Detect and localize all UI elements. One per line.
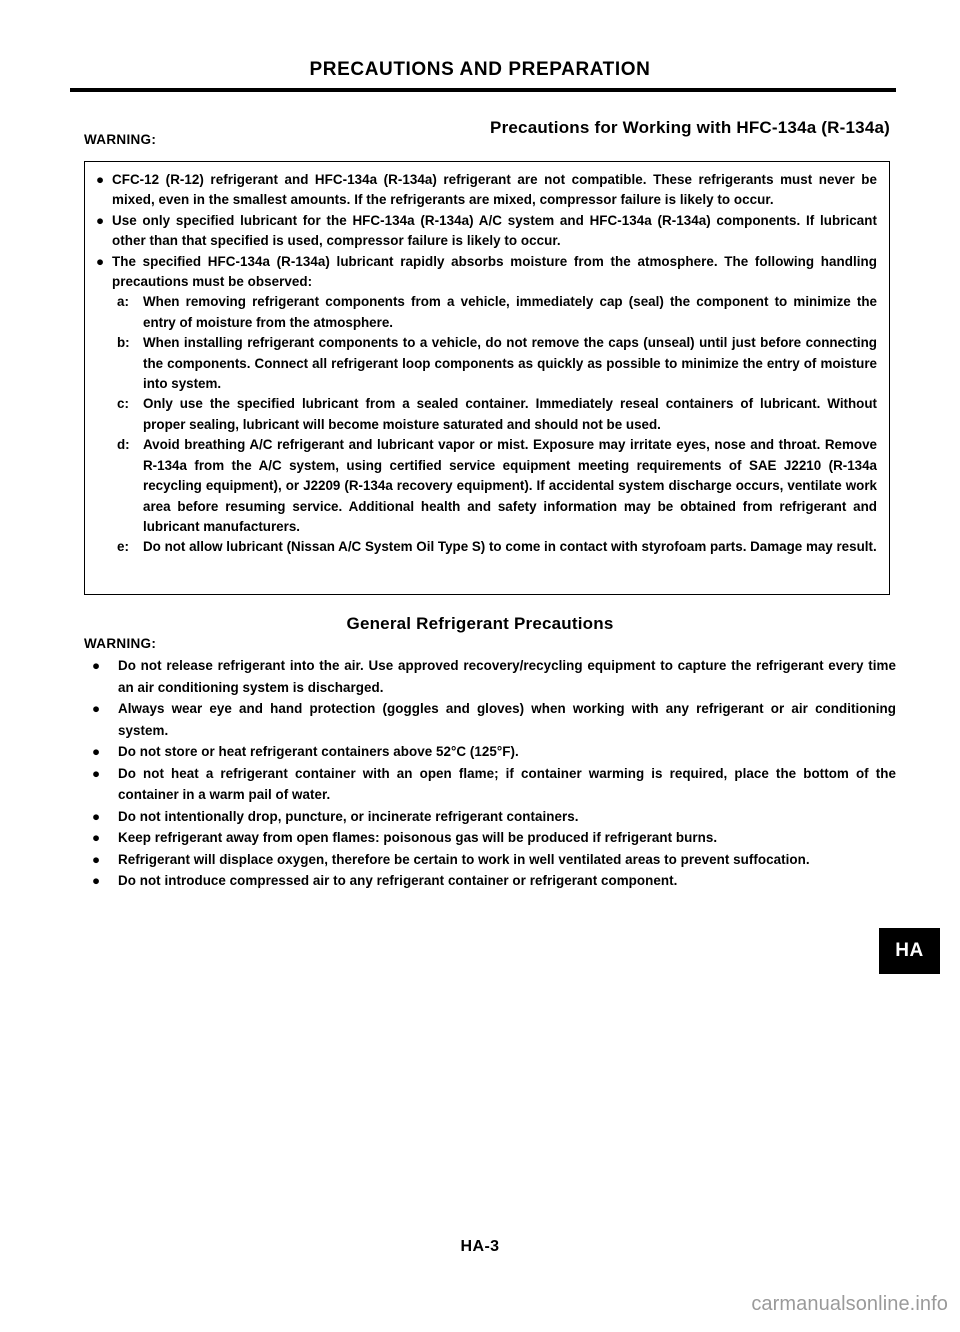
- list-item: [84, 849, 896, 871]
- page-title: PRECAUTIONS AND PREPARATION: [309, 59, 651, 80]
- list-item-text: Refrigerant will displace oxygen, therefore be certain to work in well ventilated areas to prevent suffocation.: [118, 851, 810, 867]
- bullet-icon: ●: [96, 212, 105, 228]
- bullet-icon: ●: [92, 658, 101, 673]
- bullet-icon: ●: [96, 253, 105, 269]
- list-item-text: Keep refrigerant away from open flames: poisonous gas will be produced if refrigerant burns.: [118, 830, 718, 845]
- list-item-text: Use only specified lubricant for the HFC-134a (R-134a) A/C system and HFC-134a (R-134a) components. If lubricant other than that specified is used, compressor failure is likely to occur.: [112, 212, 877, 249]
- list-item-text: Do not intentionally drop, puncture, or incinerate refrigerant containers.: [118, 808, 579, 824]
- list-item: [95, 252, 877, 293]
- bullet-icon: ●: [96, 172, 105, 187]
- sub-list-marker: b:: [117, 335, 130, 351]
- sub-list-item: [117, 333, 877, 394]
- list-item-text: CFC-12 (R-12) refrigerant and HFC-134a (R-134a) refrigerant are not compatible. These refrigerants must never be mixed, even in the smallest amounts. If the refrigerants are mixed, compressor failure is likely to occur.: [112, 172, 877, 208]
- section-tab-ha: [879, 928, 940, 974]
- general-precautions-list: [84, 655, 896, 892]
- warning-box: [84, 161, 890, 595]
- list-item-text: Always wear eye and hand protection (goggles and gloves) when working with any refrigerant or air conditioning system.: [118, 701, 896, 738]
- watermark: carmanualsonline.info: [751, 1293, 948, 1315]
- list-item: [84, 806, 896, 828]
- sub-list-item: [117, 435, 877, 537]
- bullet-icon: ●: [92, 830, 101, 845]
- warning-bullet-list: [95, 170, 877, 292]
- sub-list-marker: d:: [117, 437, 130, 453]
- sub-list-marker: a:: [117, 294, 129, 310]
- sub-list-item-text: Avoid breathing A/C refrigerant and lubricant vapor or mist. Exposure may irritate eyes, nose and throat. Remove R-134a from the A/C system, using certified service equipment meeting requirements of SAE J2210 (R-134a recycling equipment), or J2209 (R-134a recovery equipment). If accidental system discharge occurs, ventilate work area before resuming service. Additional health and safety information may be obtained from refrigerant and lubricant manufacturers.: [143, 437, 877, 534]
- list-item: [95, 170, 877, 211]
- section-tab-label: HA: [895, 940, 924, 961]
- bullet-icon: ●: [92, 765, 101, 781]
- sub-list-item-text: Do not allow lubricant (Nissan A/C System Oil Type S) to come in contact with styrofoam parts. Damage may result.: [143, 539, 877, 555]
- warning-sub-list: [95, 292, 877, 557]
- warning-label-section1: WARNING:: [84, 132, 157, 147]
- page-header: [0, 58, 960, 82]
- sub-list-item: [117, 537, 877, 557]
- list-item: [84, 655, 896, 698]
- list-item-text: The specified HFC-134a (R-134a) lubricant rapidly absorbs moisture from the atmosphere. The following handling precautions must be observed:: [112, 253, 877, 290]
- warning-label-section2: WARNING:: [84, 636, 157, 651]
- list-item: [84, 870, 896, 892]
- list-item: [95, 211, 877, 252]
- sub-list-marker: e:: [117, 539, 129, 555]
- list-item: [84, 827, 896, 849]
- sub-list-item-text: When removing refrigerant components from a vehicle, immediately cap (seal) the component to minimize the entry of moisture from the atmosphere.: [143, 294, 877, 330]
- list-item-text: Do not store or heat refrigerant containers above 52°C (125°F).: [118, 744, 519, 759]
- sub-list-item: [117, 394, 877, 435]
- bullet-icon: ●: [92, 808, 101, 824]
- list-item: [84, 741, 896, 763]
- section-title-precautions-hfc134a: Precautions for Working with HFC-134a (R-134a): [490, 118, 890, 137]
- header-divider: [70, 88, 896, 92]
- bullet-icon: ●: [92, 873, 101, 888]
- list-item-text: Do not heat a refrigerant container with an open flame; if container warming is required, place the bottom of the container in a warm pail of water.: [118, 765, 896, 802]
- bullet-icon: ●: [92, 744, 101, 759]
- bullet-icon: ●: [92, 701, 101, 716]
- sub-list-marker: c:: [117, 396, 129, 412]
- list-item: [84, 763, 896, 806]
- sub-list-item-text: Only use the specified lubricant from a sealed container. Immediately reseal containers of lubricant. Without proper sealing, lubricant will become moisture saturated and should not be used.: [143, 396, 877, 432]
- section-title-general-refrigerant-precautions: General Refrigerant Precautions: [346, 614, 614, 633]
- list-item: [84, 698, 896, 741]
- page-number: HA-3: [460, 1238, 500, 1255]
- list-item-text: Do not introduce compressed air to any refrigerant container or refrigerant component.: [118, 873, 678, 888]
- bullet-icon: ●: [92, 851, 101, 867]
- sub-list-item: [117, 292, 877, 333]
- sub-list-item-text: When installing refrigerant components to a vehicle, do not remove the caps (unseal) until just before connecting the components. Connect all refrigerant loop components as quickly as possible to minimize the entry of moisture into system.: [143, 335, 877, 392]
- list-item-text: Do not release refrigerant into the air. Use approved recovery/recycling equipment to capture the refrigerant every time an air conditioning system is discharged.: [118, 658, 896, 695]
